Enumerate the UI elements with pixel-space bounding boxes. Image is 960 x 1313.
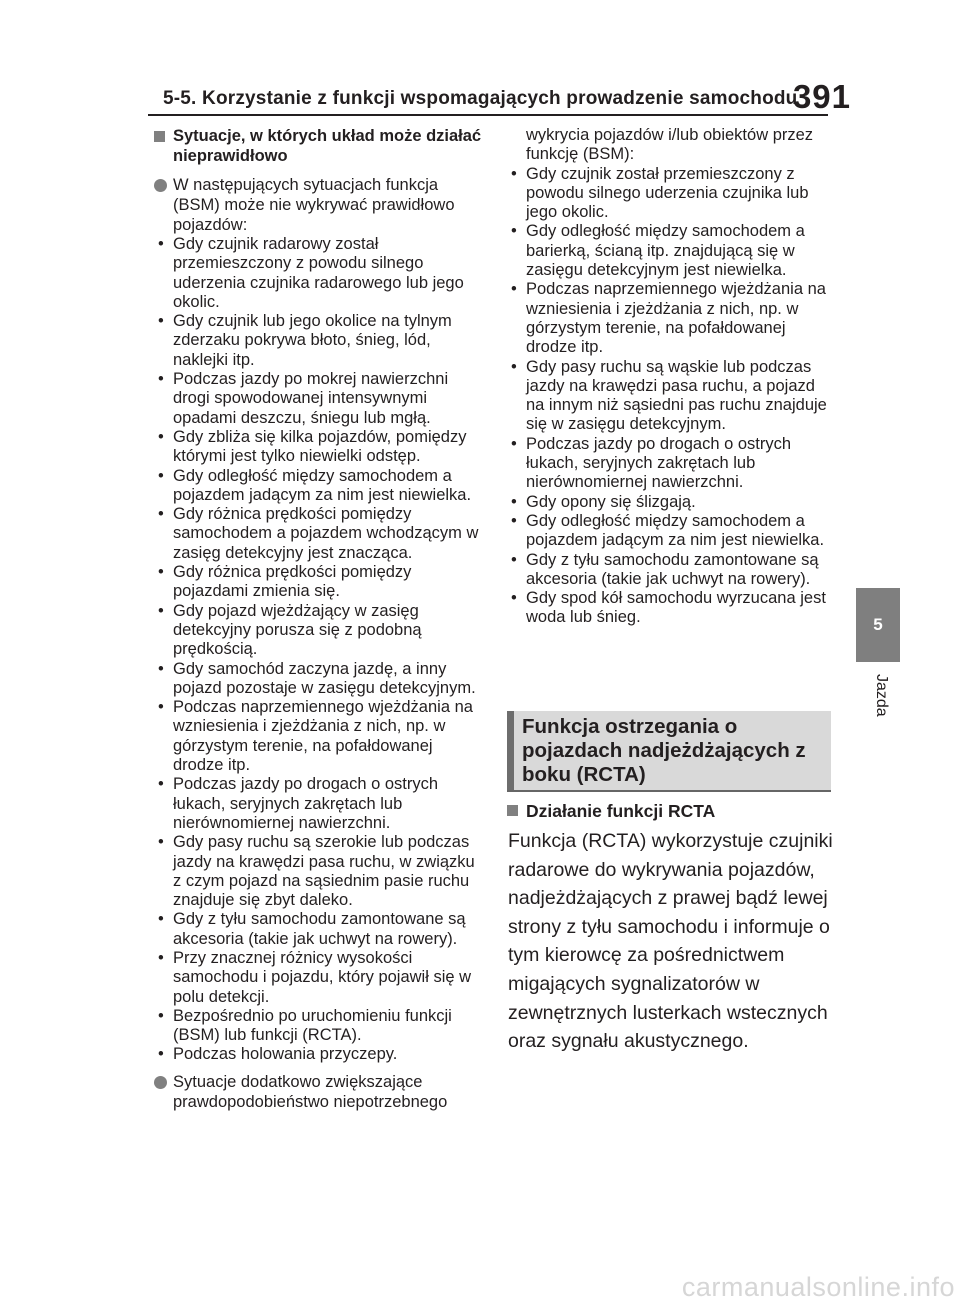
intro-paragraph	[154, 175, 484, 235]
section-heading	[154, 126, 484, 166]
square-bullet-icon	[507, 805, 518, 816]
chapter-side-label: Jazda	[873, 674, 890, 717]
rcta-subheading	[507, 800, 837, 822]
chapter-title: 5-5. Korzystanie z funkcji wspomagających prowadzenie samochodu	[163, 88, 798, 109]
page-header	[163, 80, 863, 114]
header-divider	[148, 114, 828, 116]
list-item-text: Podczas holowania przyczepy.	[173, 1045, 398, 1064]
bullet-icon: •	[158, 1045, 164, 1064]
list-item-text: Gdy z tyłu samochodu zamontowane są akcesoria (takie jak uchwyt na rowery).	[173, 910, 466, 948]
bullet-list	[154, 235, 484, 1065]
chapter-tab: 5	[856, 588, 900, 662]
list-item-text: Gdy pojazd wjeżdżający w zasięg detekcyjny porusza się z podobną prędkością.	[173, 601, 422, 659]
list-item	[154, 775, 484, 833]
circle-bullet-icon	[154, 1076, 167, 1089]
left-column	[154, 126, 484, 1112]
list-item	[507, 589, 837, 628]
list-item	[154, 833, 484, 910]
list-item-text: Podczas naprzemiennego wjeżdżania na wzniesienia i zjeżdżania z nich, np. w górzystym terenie, na pofałdowanej drodze itp.	[173, 698, 473, 775]
list-item-text: Gdy pasy ruchu są wąskie lub podczas jazdy na krawędzi pasa ruchu, a pojazd na innym niż sąsiedni pas ruchu znajduje się w zasięgu detekcyjnym.	[526, 357, 827, 434]
list-item	[507, 435, 837, 493]
list-item-text: Gdy odległość między samochodem a pojazdem jadącym za nim jest niewielka.	[526, 511, 825, 550]
rcta-subheading-text: Działanie funkcji RCTA	[526, 801, 716, 821]
list-item	[154, 563, 484, 602]
list-item-text: Bezpośrednio po uruchomieniu funkcji (BSM) lub funkcji (RCTA).	[173, 1006, 452, 1045]
list-item-text: Gdy samochód zaczyna jazdę, a inny pojazd pozostaje w zasięgu detekcyjnym.	[173, 659, 476, 697]
bullet-icon: •	[158, 427, 164, 446]
bullet-list	[507, 165, 837, 628]
second-intro-text: Sytuacje dodatkowo zwiększające prawdopodobieństwo niepotrzebnego	[173, 1072, 448, 1111]
bullet-icon: •	[511, 164, 517, 183]
list-item	[507, 165, 837, 223]
section-title-bar	[507, 711, 514, 790]
circle-bullet-icon	[154, 179, 167, 192]
bullet-icon: •	[511, 434, 517, 453]
bullet-icon: •	[511, 511, 517, 530]
bullet-icon: •	[158, 505, 164, 524]
list-item-text: Gdy opony się ślizgają.	[526, 492, 696, 511]
list-item-text: Gdy odległość między samochodem a pojazdem jadącym za nim jest niewielka.	[173, 466, 472, 504]
second-intro-paragraph	[154, 1072, 484, 1112]
intro-text: W następujących sytuacjach funkcja (BSM) może nie wykrywać prawidłowo pojazdów:	[173, 176, 455, 234]
bullet-icon: •	[158, 833, 164, 852]
list-item	[507, 512, 837, 551]
section-heading-text: Sytuacje, w których układ może działać nieprawidłowo	[173, 127, 482, 165]
list-item-text: Gdy różnica prędkości pomiędzy pojazdami zmienia się.	[173, 563, 412, 601]
list-item	[154, 949, 484, 1007]
list-item-text: Gdy czujnik lub jego okolice na tylnym zderzaku pokrywa błoto, śnieg, lód, naklejki itp.	[173, 312, 452, 369]
section-title-box	[507, 711, 831, 792]
list-item-text: Gdy zbliża się kilka pojazdów, pomiędzy którymi jest tylko niewielki odstęp.	[173, 427, 467, 466]
list-item-text: Podczas jazdy po drogach o ostrych łukach, seryjnych zakrętach lub nierównomiernej nawierzchni.	[526, 434, 792, 492]
bullet-icon: •	[511, 492, 517, 511]
list-item	[507, 280, 837, 357]
list-item	[154, 428, 484, 467]
square-bullet-icon	[154, 131, 165, 142]
list-item-text: Gdy pasy ruchu są szerokie lub podczas jazdy na krawędzi pasa ruchu, w związku z czym pojazd na sąsiednim pasie ruchu znajduje się zbyt daleko.	[173, 833, 475, 910]
section-title: Funkcja ostrzegania o pojazdach nadjeżdżających z boku (RCTA)	[522, 715, 806, 786]
list-item	[154, 660, 484, 699]
bullet-icon: •	[511, 222, 517, 241]
bullet-icon: •	[511, 280, 517, 299]
list-item-text: Gdy czujnik radarowy został przemieszczony z powodu silnego uderzenia czujnika radarowego lub jego okolic.	[173, 235, 464, 311]
bullet-icon: •	[158, 659, 164, 678]
bullet-icon: •	[511, 589, 517, 608]
list-item-text: Gdy różnica prędkości pomiędzy samochodem a pojazdem wchodzącym w zasięg detekcyjny jest znacząca.	[173, 505, 479, 562]
list-item-text: Gdy z tyłu samochodu zamontowane są akcesoria (takie jak uchwyt na rowery).	[526, 550, 819, 588]
list-item	[154, 1045, 484, 1064]
rcta-body-text: Funkcja (RCTA) wykorzystuje czujniki radarowe do wykrywania pojazdów, nadjeżdżających z prawej bądź lewej strony z tyłu samochodu i informuje o tym kierowcę za pośrednictwem migających sygnalizatorów w zewnętrznych lusterkach wstecznych oraz sygnału akustycznego.	[508, 830, 833, 1053]
list-item-text: Gdy odległość między samochodem a barierką, ścianą itp. znajdującą się w zasięgu detekcyjnym jest niewielka.	[526, 222, 805, 280]
list-item-text: Podczas jazdy po drogach o ostrych łukach, seryjnych zakrętach lub nierównomiernej nawierzchni.	[173, 775, 439, 832]
list-item-text: Podczas naprzemiennego wjeżdżania na wzniesienia i zjeżdżania z nich, np. w górzystym terenie, na pofałdowanej drodze itp.	[526, 280, 826, 357]
list-item	[154, 235, 484, 312]
list-item	[154, 467, 484, 506]
bullet-icon: •	[158, 1006, 164, 1025]
bullet-icon: •	[158, 698, 164, 717]
list-item-text: Podczas jazdy po mokrej nawierzchni drogi spowodowanej intensywnymi opadami deszczu, śniegu lub mgłą.	[173, 370, 449, 427]
list-item-text: Gdy czujnik został przemieszczony z powodu silnego uderzenia czujnika lub jego okolic.	[526, 164, 809, 222]
list-item-text: Przy znacznej różnicy wysokości samochodu i pojazdu, który pojawił się w polu detekcji.	[173, 948, 472, 1006]
bullet-icon: •	[158, 466, 164, 485]
list-item	[154, 698, 484, 775]
list-item	[154, 602, 484, 660]
list-item	[154, 505, 484, 563]
bullet-icon: •	[158, 235, 164, 253]
bullet-icon: •	[158, 563, 164, 582]
bullet-icon: •	[158, 910, 164, 929]
bullet-icon: •	[158, 775, 164, 794]
list-item-text: Gdy spod kół samochodu wyrzucana jest woda lub śnieg.	[526, 589, 826, 627]
bullet-icon: •	[511, 357, 517, 376]
list-item	[154, 1007, 484, 1046]
bullet-icon: •	[511, 550, 517, 569]
list-item	[507, 358, 837, 435]
bullet-icon: •	[158, 370, 164, 389]
list-item	[507, 551, 837, 590]
page-number: 391	[792, 78, 851, 115]
list-item	[154, 370, 484, 428]
list-item	[507, 222, 837, 280]
watermark: carmanualsonline.info	[681, 1272, 955, 1302]
bullet-icon: •	[158, 948, 164, 967]
list-item	[154, 910, 484, 949]
right-column	[507, 126, 837, 628]
bullet-icon: •	[158, 601, 164, 620]
continuation-text: wykrycia pojazdów i/lub obiektów przez funkcję (BSM):	[526, 126, 814, 164]
list-item	[507, 493, 837, 512]
list-item	[154, 312, 484, 370]
bullet-icon: •	[158, 312, 164, 331]
